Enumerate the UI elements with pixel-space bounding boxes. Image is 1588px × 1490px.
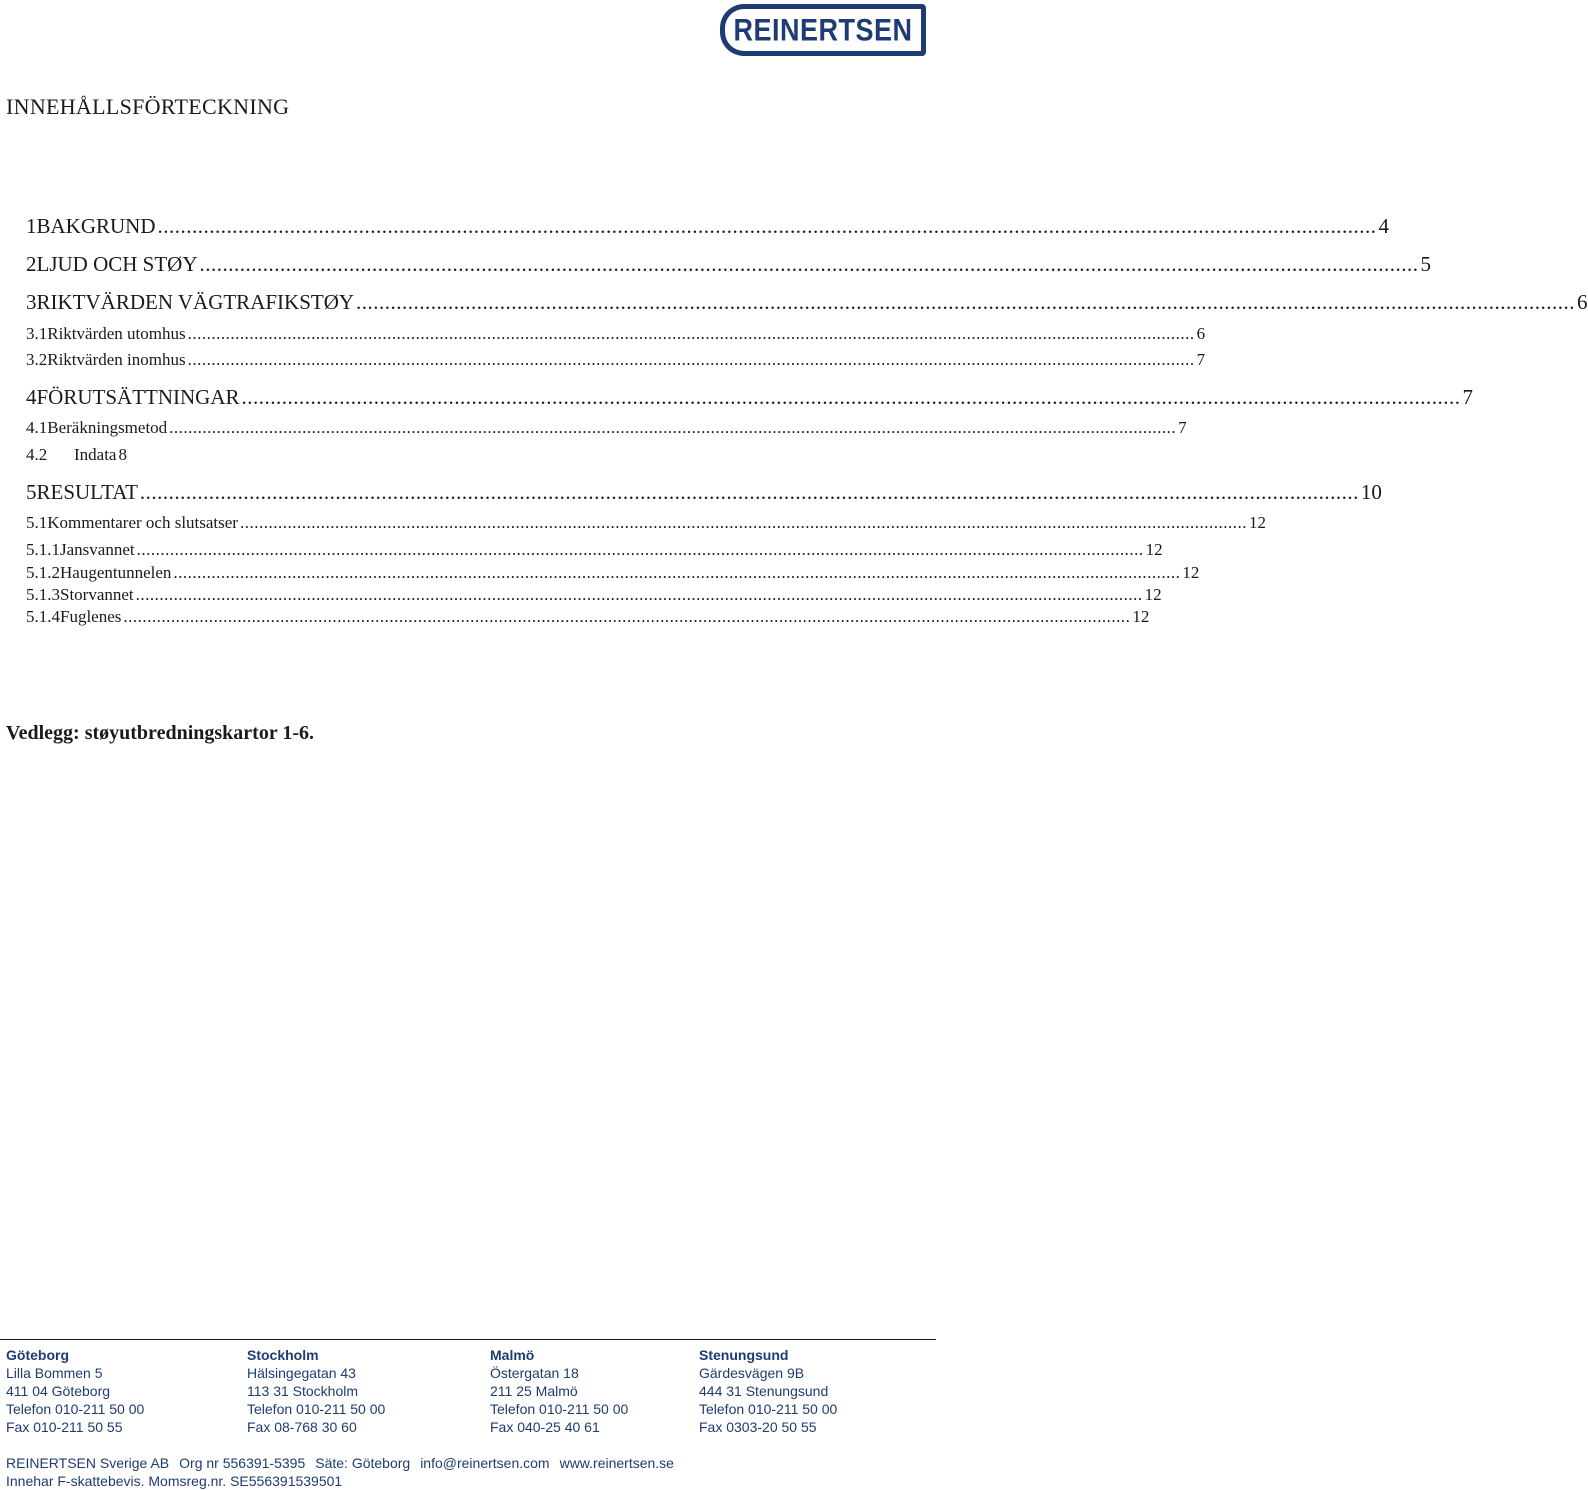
office-city: Malmö: [490, 1347, 535, 1363]
office-city: Göteborg: [6, 1347, 69, 1363]
office-street: Lilla Bommen 5: [6, 1365, 103, 1381]
toc-entry[interactable]: [26, 513, 1266, 533]
toc-number: 3: [26, 290, 37, 314]
office-postal: 113 31 Stockholm: [247, 1383, 359, 1399]
toc-page: 8: [118, 445, 127, 464]
toc-entry[interactable]: [26, 350, 1206, 370]
toc-number: 4.1: [26, 418, 48, 437]
toc-label: Riktvärden inomhus: [47, 350, 186, 369]
toc-label: Haugentunnelen: [60, 563, 172, 582]
toc-entry[interactable]: [26, 385, 1474, 410]
toc-label: LJUD OCH STØY: [36, 252, 198, 276]
toc-label: Riktvärden utomhus: [47, 324, 186, 343]
office-phone: Telefon 010-211 50 00: [6, 1401, 145, 1417]
toc-leader: ....................................................................................................................................................................................................................: [157, 214, 1377, 238]
toc-page: 12: [1144, 585, 1162, 604]
toc-leader: ....................................................................................................................................................................................................................: [199, 252, 1419, 276]
toc-entry[interactable]: [26, 480, 1382, 505]
company-name: REINERTSEN Sverige AB: [6, 1455, 170, 1471]
toc-page: 6: [1196, 324, 1206, 343]
office-stockholm: [247, 1346, 385, 1436]
toc-label: RESULTAT: [36, 480, 138, 504]
toc-label: Indata: [74, 445, 117, 464]
toc-leader: ....................................................................................................................................................................................................................: [169, 418, 1177, 437]
toc-number: 5.1: [26, 513, 48, 532]
toc-number: 5.1.1: [26, 540, 60, 559]
toc-number: 4.2: [26, 445, 48, 464]
toc-number: 3.2: [26, 350, 48, 369]
toc-entry[interactable]: [26, 563, 1200, 583]
toc-leader: ....................................................................................................................................................................................................................: [139, 480, 1359, 504]
toc-label: Storvannet: [60, 585, 134, 604]
toc-label: FÖRUTSÄTTNINGAR: [36, 385, 240, 409]
toc-entry[interactable]: [26, 252, 1432, 277]
toc-number: 3.1: [26, 324, 48, 343]
office-fax: Fax 0303-20 50 55: [699, 1419, 817, 1435]
office-fax: Fax 010-211 50 55: [6, 1419, 123, 1435]
toc-leader: ....................................................................................................................................................................................................................: [241, 385, 1461, 409]
toc-number: 1: [26, 214, 37, 238]
toc-leader: ....................................................................................................................................................................................................................: [356, 290, 1576, 314]
toc-page: 7: [1196, 350, 1206, 369]
toc-page: 7: [1178, 418, 1187, 437]
toc-page: 5: [1420, 252, 1432, 276]
office-phone: Telefon 010-211 50 00: [247, 1401, 386, 1417]
toc-leader: ....................................................................................................................................................................................................................: [239, 513, 1247, 532]
toc-page: 12: [1145, 540, 1163, 559]
toc-page: 12: [1248, 513, 1266, 532]
toc-entry[interactable]: [26, 540, 1163, 560]
toc-label: Fuglenes: [60, 607, 122, 626]
office-goteborg: [6, 1346, 144, 1436]
toc-entry[interactable]: [26, 214, 1390, 239]
office-malmo: [490, 1346, 628, 1436]
office-street: Hälsingegatan 43: [247, 1365, 356, 1381]
office-city: Stenungsund: [699, 1347, 789, 1363]
toc-number: 5.1.2: [26, 563, 60, 582]
office-postal: 444 31 Stenungsund: [699, 1383, 829, 1399]
company-logo: [720, 4, 926, 56]
company-website-link[interactable]: www.reinertsen.se: [559, 1455, 674, 1471]
toc-entry[interactable]: [26, 418, 1187, 438]
toc-entry[interactable]: [26, 445, 946, 465]
office-postal: 411 04 Göteborg: [6, 1383, 111, 1399]
toc-number: 5.1.4: [26, 607, 60, 626]
toc-number: 2: [26, 252, 37, 276]
toc-label: Beräkningsmetod: [47, 418, 168, 437]
logo-text: REINERTSEN: [733, 12, 913, 47]
page-title: INNEHÅLLSFÖRTECKNING: [6, 94, 290, 119]
toc-leader: ....................................................................................................................................................................................................................: [135, 585, 1143, 604]
toc-number: 4: [26, 385, 37, 409]
toc-entry[interactable]: [26, 324, 1206, 344]
toc-entry[interactable]: [26, 290, 1588, 315]
office-postal: 211 25 Malmö: [490, 1383, 578, 1399]
company-info: [6, 1454, 684, 1490]
toc-number: 5.1.3: [26, 585, 60, 604]
toc-number: 5: [26, 480, 37, 504]
office-fax: Fax 08-768 30 60: [247, 1419, 357, 1435]
toc-leader: ....................................................................................................................................................................................................................: [136, 540, 1144, 559]
toc-leader: ....................................................................................................................................................................................................................: [187, 324, 1195, 343]
office-street: Östergatan 18: [490, 1365, 579, 1381]
toc-label: RIKTVÄRDEN VÄGTRAFIKSTØY: [36, 290, 355, 314]
company-seat: Säte: Göteborg: [315, 1455, 411, 1471]
company-email-link[interactable]: info@reinertsen.com: [420, 1455, 550, 1471]
office-fax: Fax 040-25 40 61: [490, 1419, 600, 1435]
toc-page: 4: [1378, 214, 1390, 238]
toc-leader: ....................................................................................................................................................................................................................: [173, 563, 1181, 582]
company-org-number: Org nr 556391-5395: [179, 1455, 306, 1471]
footer-divider: [0, 1339, 936, 1340]
office-phone: Telefon 010-211 50 00: [699, 1401, 838, 1417]
toc-entry[interactable]: [26, 585, 1162, 605]
toc-page: 7: [1462, 385, 1474, 409]
office-street: Gärdesvägen 9B: [699, 1365, 805, 1381]
office-phone: Telefon 010-211 50 00: [490, 1401, 629, 1417]
toc-label: Jansvannet: [60, 540, 135, 559]
toc-page: 10: [1360, 480, 1382, 504]
toc-entry[interactable]: [26, 607, 1150, 627]
toc-page: 12: [1132, 607, 1150, 626]
toc-page: 12: [1182, 563, 1200, 582]
toc-label: Kommentarer och slutsatser: [47, 513, 238, 532]
office-city: Stockholm: [247, 1347, 319, 1363]
toc-label: BAKGRUND: [36, 214, 156, 238]
toc-leader: ....................................................................................................................................................................................................................: [187, 350, 1195, 369]
company-tax-info: Innehar F-skattebevis. Momsreg.nr. SE556391539501: [6, 1473, 343, 1489]
office-stenungsund: [699, 1346, 837, 1436]
appendix-note: Vedlegg: støyutbredningskartor 1-6.: [6, 722, 314, 744]
toc-page: 6: [1577, 290, 1588, 314]
toc-leader: ....................................................................................................................................................................................................................: [123, 607, 1131, 626]
